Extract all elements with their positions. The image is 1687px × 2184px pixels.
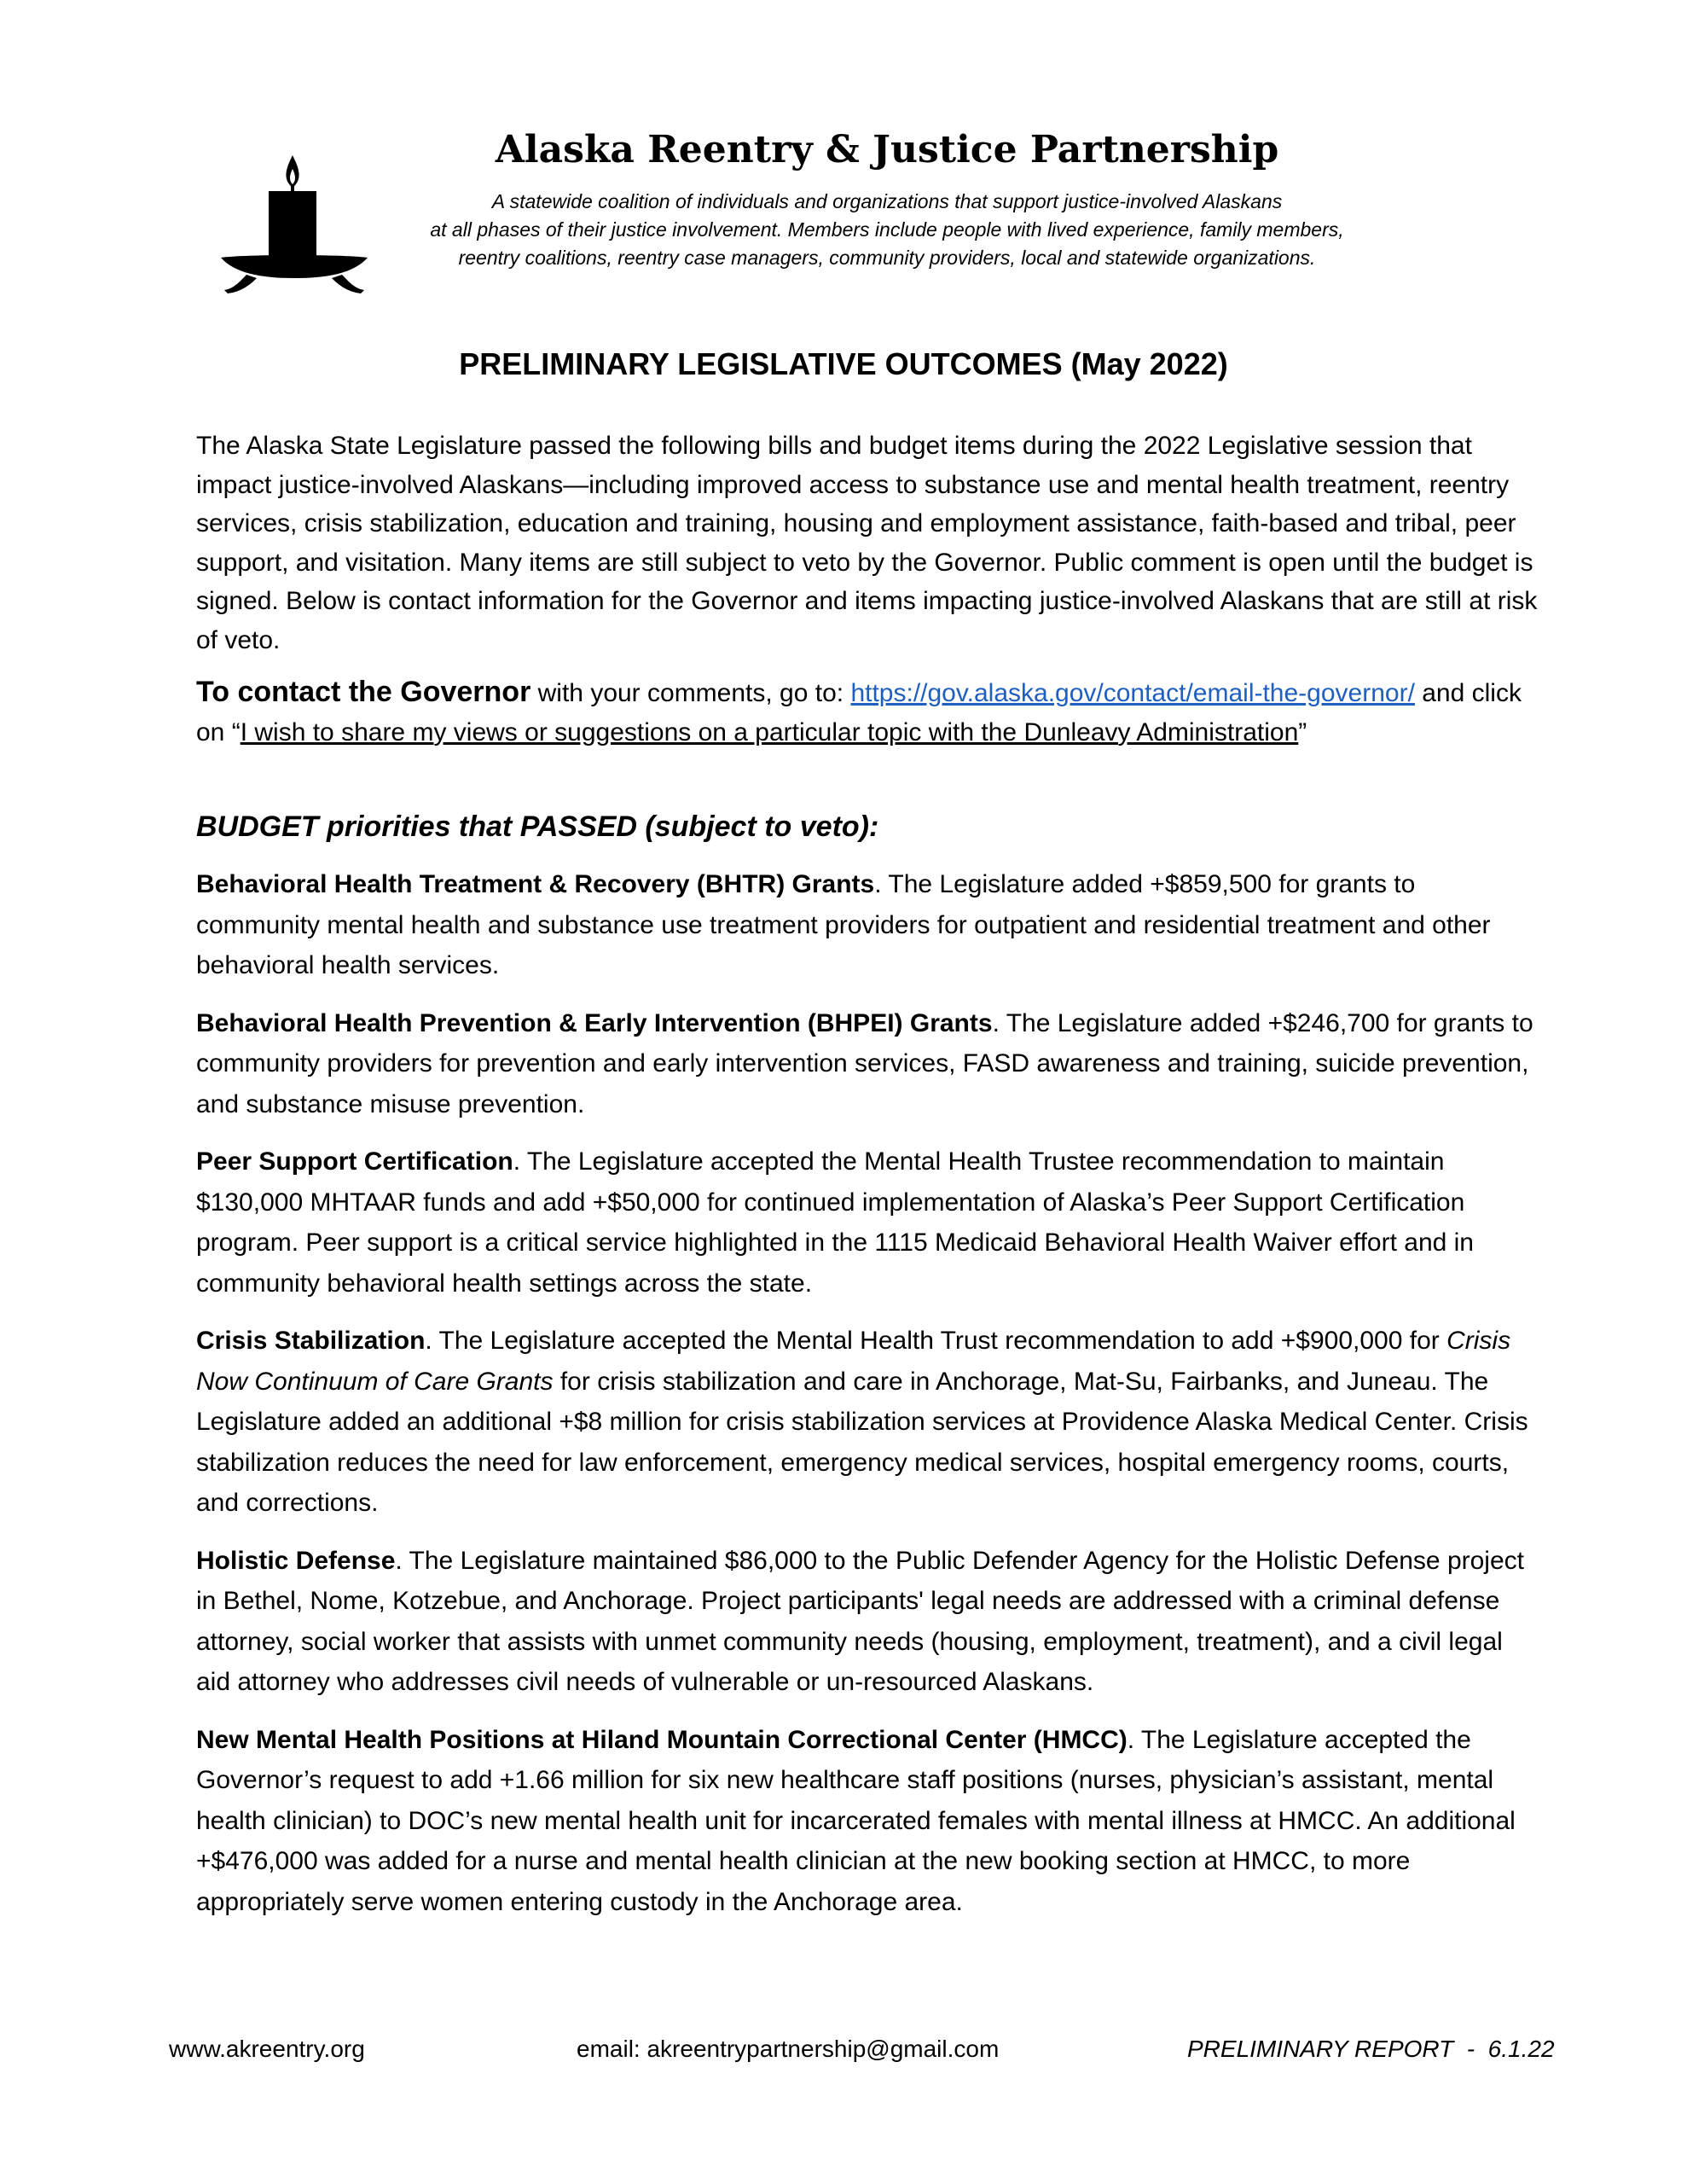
candle-icon: [217, 154, 371, 299]
budget-item-body: . The Legislature accepted the Mental Health Trustee recommendation to maintain $130,000 MHTAAR funds and add +$50,000 for continued implementation of Alaska’s Peer Support Certification program. Peer support is a critical service highlighted in the 1115 Medicaid Behavioral Health Waiver effort and in community behavioral health settings across the state.: [196, 1147, 1474, 1298]
footer-report-label: PRELIMINARY REPORT - 6.1.22: [1187, 2036, 1555, 2062]
contact-text: ”: [1298, 717, 1307, 746]
budget-item: [196, 1541, 1544, 1703]
tagline-line: A statewide coalition of individuals and organizations that support justice-involved Alaskans: [491, 190, 1283, 212]
budget-item-body: . The Legislature accepted the Governor’s request to add +1.66 million for six new healthcare staff positions (nurses, physician’s assistant, mental health clinician) to DOC’s new mental health unit for incarcerated females with mental illness at HMCC. An additional +$476,000 was added for a nurse and mental health clinician at the new booking section at HMCC, to more appropriately serve women entering custody in the Anchorage area.: [196, 1725, 1516, 1916]
budget-item-body: . The Legislature added +$246,700 for grants to community providers for prevention and early intervention services, FASD awareness and training, suicide prevention, and substance misuse prevention.: [196, 1008, 1533, 1118]
budget-item-title: Holistic Defense: [196, 1546, 396, 1575]
main-content: [196, 427, 1544, 1922]
contact-option: I wish to share my views or suggestions on a particular topic with the Dunleavy Administration: [240, 717, 1299, 746]
budget-item-program: Crisis Now Continuum of Care Grants: [196, 1327, 1511, 1396]
budget-item-title: Peer Support Certification: [196, 1147, 513, 1176]
budget-item-body: . The Legislature added +$859,500 for grants to community mental health and substance use treatment providers for outpatient and residential treatment and other behavioral health services.: [196, 870, 1491, 979]
footer-email: email: akreentrypartnership@gmail.com: [577, 2036, 1000, 2062]
budget-item: [196, 1321, 1544, 1524]
budget-item-title: Behavioral Health Prevention & Early Intervention (BHPEI) Grants: [196, 1008, 993, 1037]
tagline-line: reentry coalitions, reentry case managers, community providers, local and statewide organizations.: [458, 247, 1316, 269]
budget-item-title: Behavioral Health Treatment & Recovery (BHTR) Grants: [196, 870, 875, 898]
budget-item-body: for crisis stabilization and care in Anchorage, Mat-Su, Fairbanks, and Juneau. The Legislature added an additional +$8 million for crisis stabilization services at Providence Alaska Medical Center. Crisis stabilization reduces the need for law enforcement, emergency medical services, hospital emergency rooms, courts, and corrections.: [196, 1367, 1528, 1517]
contact-text: with your comments, go to:: [530, 679, 851, 707]
budget-item-title: Crisis Stabilization: [196, 1327, 426, 1355]
tagline-line: at all phases of their justice involvement. Members include people with lived experience, family members,: [430, 218, 1344, 241]
budget-item-body: . The Legislature accepted the Mental Health Trust recommendation to add +$900,000 for: [425, 1327, 1447, 1355]
footer-website: www.akreentry.org: [169, 2036, 365, 2062]
budget-item-body: . The Legislature maintained $86,000 to the Public Defender Agency for the Holistic Defense project in Bethel, Nome, Kotzebue, and Anchorage. Project participants' legal needs are addressed with a criminal defense attorney, social worker that assists with unmet community needs (housing, employment, treatment), and a civil legal aid attorney who addresses civil needs of vulnerable or un-resourced Alaskans.: [196, 1546, 1524, 1696]
budget-item-title: New Mental Health Positions at Hiland Mountain Correctional Center (HMCC): [196, 1725, 1128, 1754]
contact-text: and click on “: [196, 679, 1522, 746]
budget-item: [196, 864, 1544, 986]
organization-tagline: [375, 188, 1399, 272]
budget-item: [196, 1003, 1544, 1125]
governor-contact-link[interactable]: https://gov.alaska.gov/contact/email-the-governor/: [850, 679, 1415, 707]
organization-name: Alaska Reentry & Justice Partnership: [495, 128, 1279, 171]
budget-item: [196, 1141, 1544, 1304]
budget-item: [196, 1720, 1544, 1923]
contact-lead: To contact the Governor: [196, 676, 531, 708]
section-heading: BUDGET priorities that PASSED (subject to veto):: [196, 810, 879, 843]
report-title: PRELIMINARY LEGISLATIVE OUTCOMES (May 2022): [459, 346, 1228, 381]
intro-paragraph: The Alaska State Legislature passed the following bills and budget items during the 2022 Legislative session that impact justice-involved Alaskans—including improved access to substance use and mental health treatment, reentry services, crisis stabilization, education and training, housing and employment assistance, faith-based and tribal, peer support, and visitation. Many items are still subject to veto by the Governor. Public comment is open until the budget is signed. Below is contact information for the Governor and items impacting justice-involved Alaskans that are still at risk of veto.: [196, 432, 1538, 654]
contact-paragraph: [196, 673, 1544, 752]
